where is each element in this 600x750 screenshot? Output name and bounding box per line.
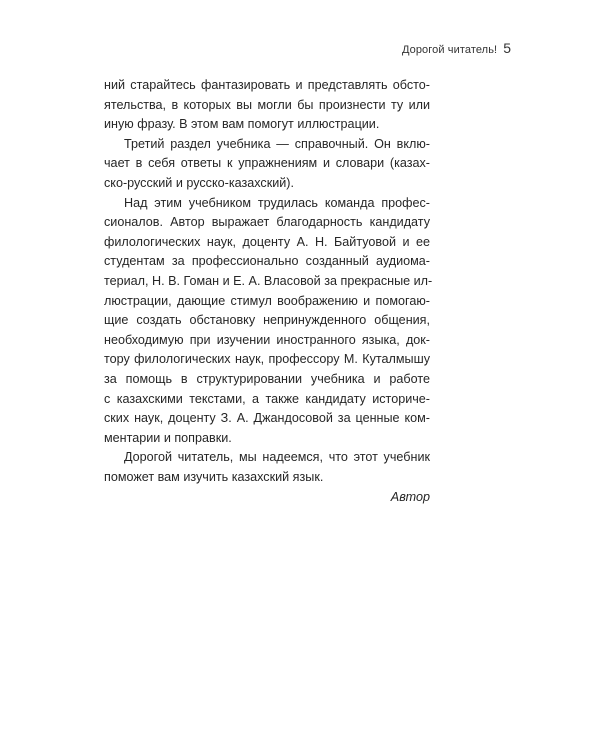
text-line: Третий раздел учебника — справочный. Он вклю- (124, 136, 430, 151)
text-line: ско-русский и русско-казахский). (104, 175, 294, 190)
body-text (104, 76, 433, 508)
text-line: люстрации, дающие стимул воображению и помогаю- (104, 293, 430, 308)
text-line: чает в себя ответы к упражнениям и словари (казах- (104, 156, 430, 171)
page-number: 5 (503, 40, 511, 56)
paragraph-3 (104, 194, 433, 449)
text-line: необходимую при изучении иностранного языка, док- (104, 332, 430, 347)
text-line: с казахскими текстами, а также кандидату историче- (104, 391, 430, 406)
text-line: Над этим учебником трудилась команда профес- (124, 195, 430, 210)
author-signature: Автор (390, 490, 430, 505)
text-line: щие создать обстановку непринужденного общения, (104, 313, 430, 328)
text-line: ментарии и поправки. (104, 430, 232, 445)
text-line: ний старайтесь фантазировать и представлять обсто- (104, 78, 430, 92)
text-line: Дорогой читатель, мы надеемся, что этот учебник (124, 450, 430, 465)
text-line: студентам за профессионально созданный аудиома- (104, 254, 430, 269)
text-line: иную фразу. В этом вам помогут иллюстрации. (104, 117, 380, 132)
paragraph-4 (104, 448, 430, 487)
text-line: териал, Н. В. Гоман и Е. А. Власовой за прекрасные ил- (104, 273, 433, 288)
text-line: поможет вам изучить казахский язык. (104, 469, 324, 484)
running-head (402, 40, 511, 56)
text-line: филологических наук, доценту А. Н. Байтуовой и ее (104, 234, 430, 249)
text-line: сионалов. Автор выражает благодарность кандидату (104, 215, 430, 230)
text-line: ских наук, доценту З. А. Джандосовой за ценные ком- (104, 411, 430, 426)
running-head-title: Дорогой читатель! (401, 44, 498, 56)
text-line: за помощь в структурировании учебника и работе (104, 371, 430, 386)
paragraph-2 (104, 135, 430, 194)
text-line: тору филологических наук, профессору М. Куталмышу (104, 352, 430, 367)
paragraph-1 (104, 76, 430, 135)
text-line: ятельства, в которых вы могли бы произнести ту или (104, 97, 430, 112)
